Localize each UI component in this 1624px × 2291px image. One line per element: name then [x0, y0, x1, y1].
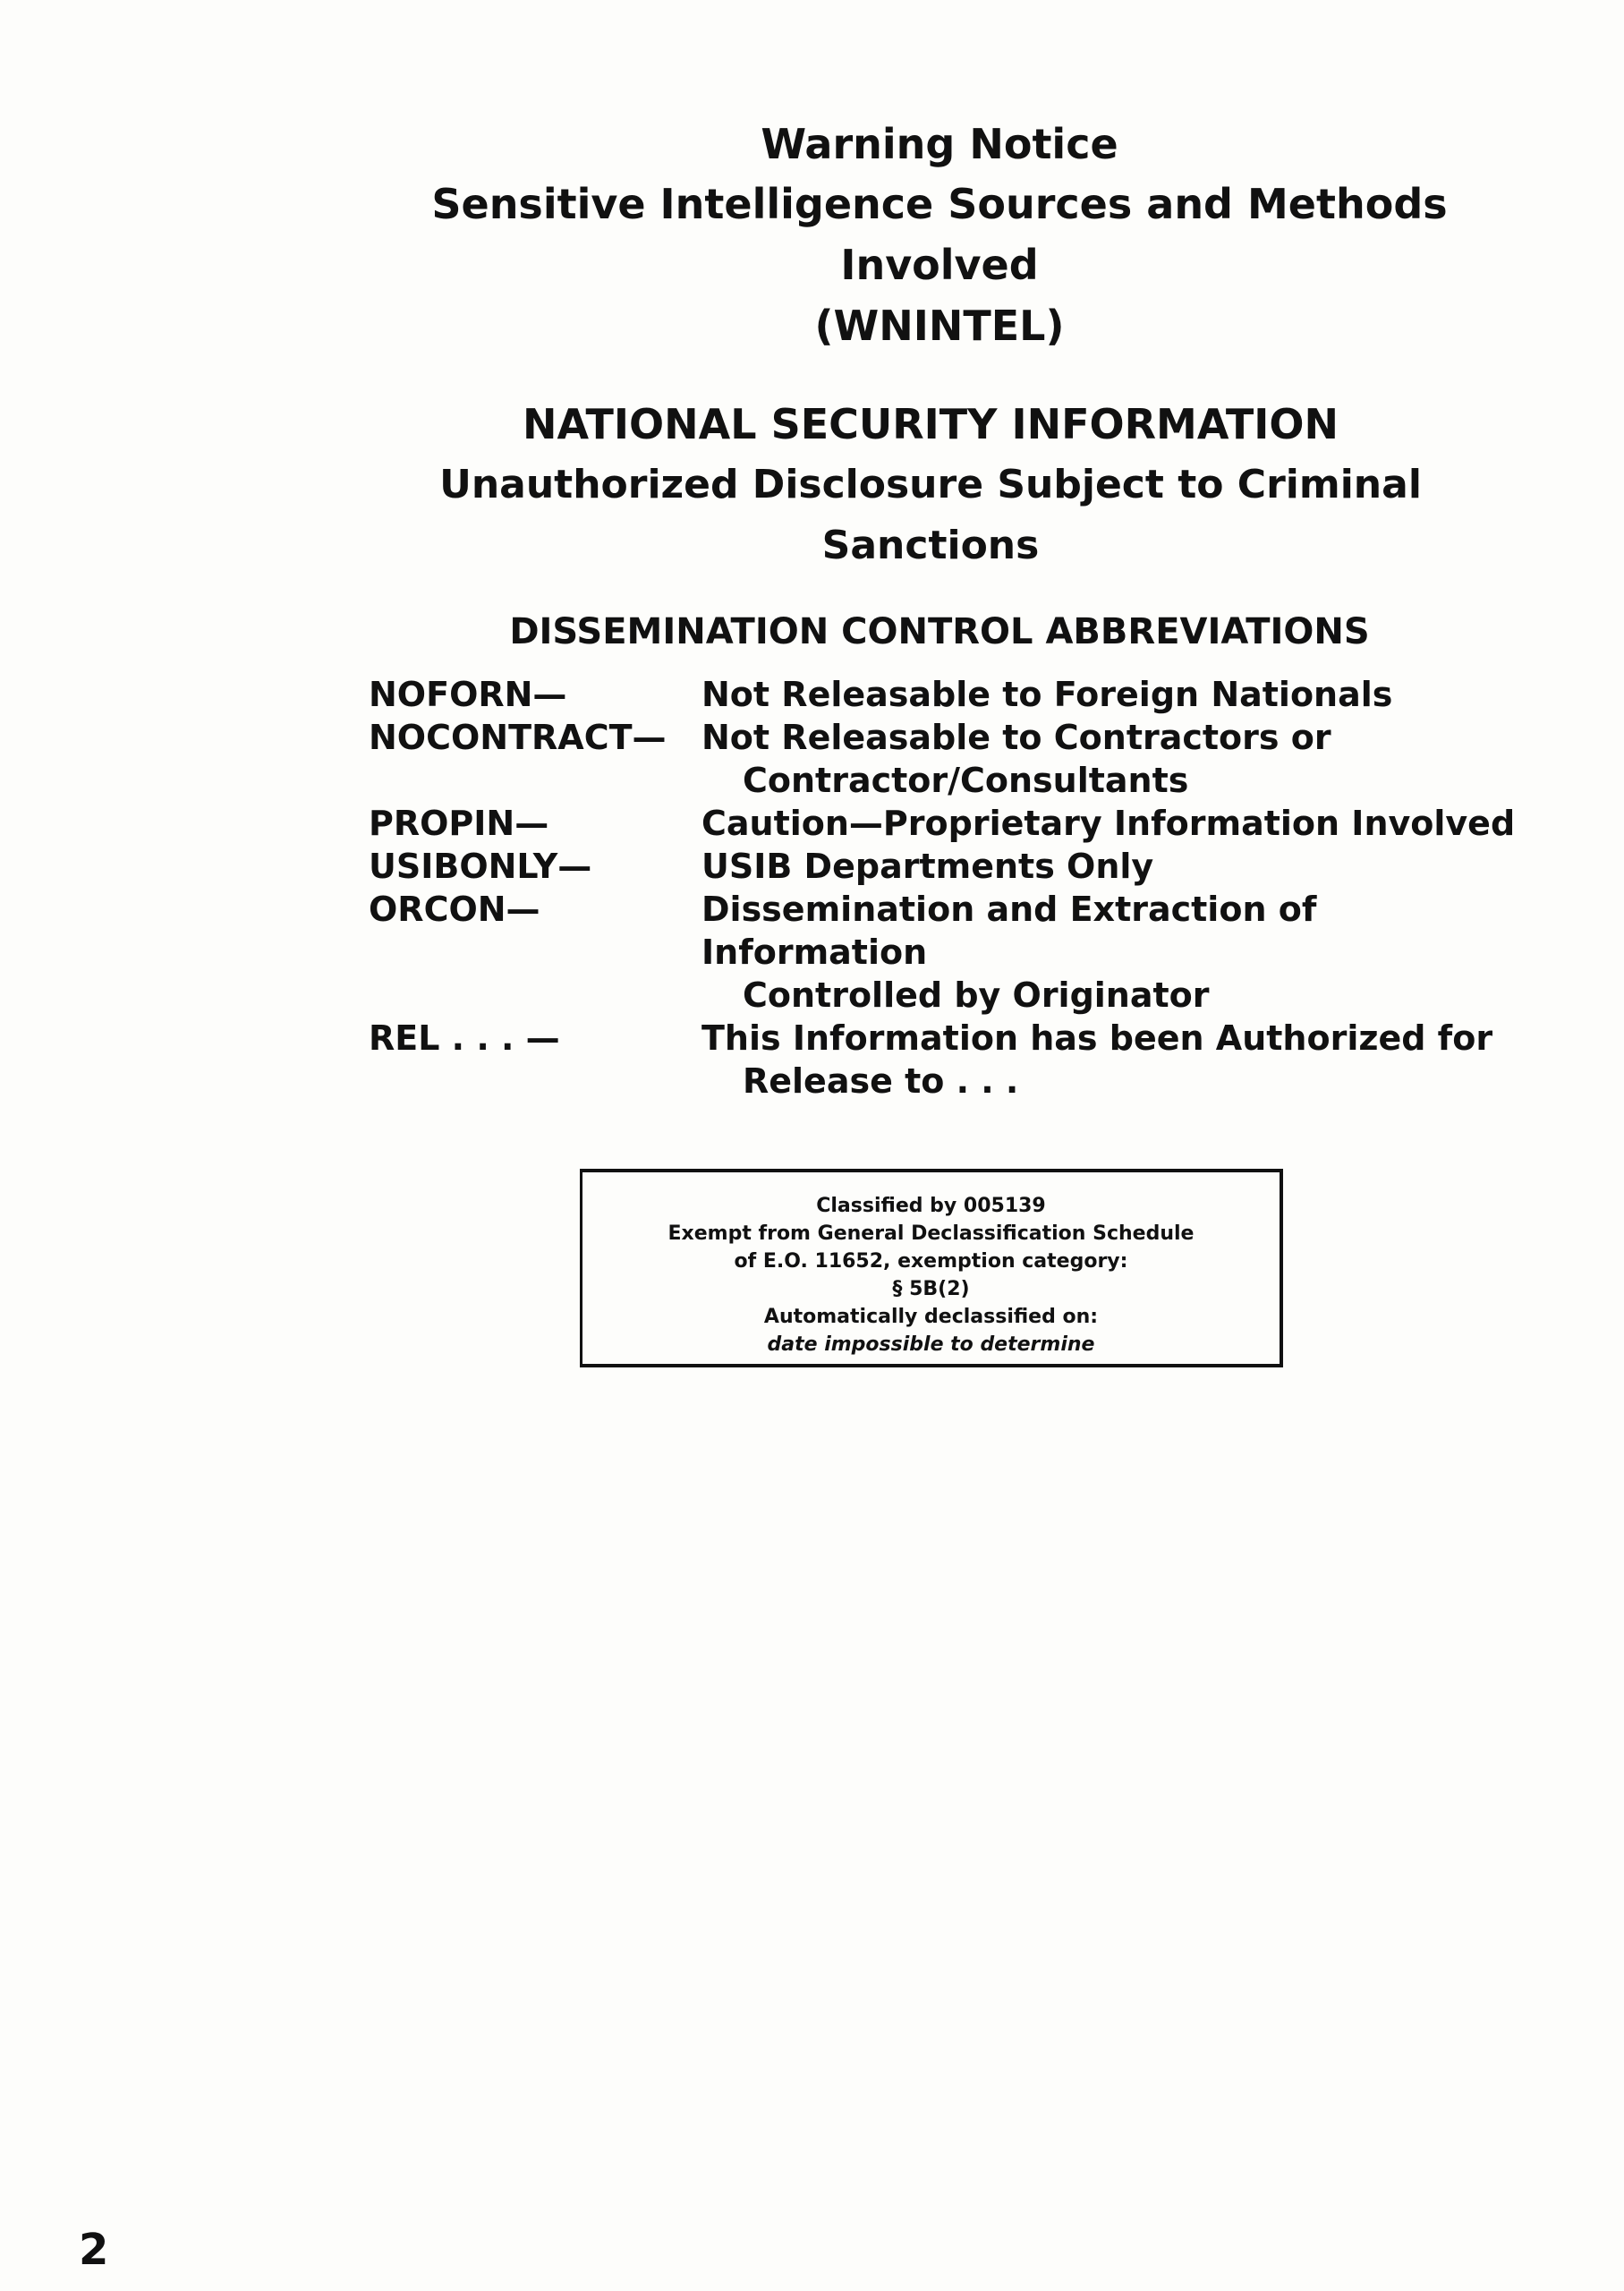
abbreviation-code: ORCON—	[369, 890, 540, 929]
abbreviation-row	[369, 888, 1532, 1017]
declassified-on-label: Automatically declassified on:	[763, 1306, 1099, 1328]
abbreviation-description-line: USIB Departments Only	[701, 847, 1154, 886]
classified-by: Classified by 005139	[816, 1195, 1046, 1217]
abbreviation-code: PROPIN—	[369, 804, 549, 843]
abbreviation-description	[701, 673, 1532, 716]
abbreviation-description-line: Dissemination and Extraction of Information	[701, 890, 1317, 972]
abbreviation-description-continuation: Controlled by Originator	[743, 975, 1210, 1015]
warning-line-wnintel: (WNINTEL)	[814, 302, 1065, 350]
abbreviation-row	[369, 716, 1532, 802]
abbreviation-description	[701, 888, 1532, 1017]
exemption-order: of E.O. 11652, exemption category:	[734, 1250, 1128, 1273]
abbreviation-row	[369, 845, 1532, 888]
classification-box	[580, 1169, 1283, 1367]
abbreviation-description-line: Caution—Proprietary Information Involved	[701, 804, 1516, 843]
abbreviation-code: NOCONTRACT—	[369, 718, 667, 757]
abbreviation-code: USIBONLY—	[369, 847, 592, 886]
abbreviation-row	[369, 1017, 1532, 1103]
page-number: 2	[79, 2225, 109, 2275]
warning-notice	[358, 115, 1521, 356]
abbreviation-description	[701, 802, 1532, 845]
abbreviation-row	[369, 673, 1532, 716]
abbreviation-description-continuation: Release to . . .	[743, 1061, 1019, 1101]
warning-title: Warning Notice	[761, 120, 1118, 168]
abbreviation-description-line: Not Releasable to Contractors or	[701, 718, 1331, 757]
abbreviation-row	[369, 802, 1532, 845]
dissemination-heading: DISSEMINATION CONTROL ABBREVIATIONS	[509, 611, 1370, 652]
national-security-information	[340, 394, 1521, 576]
abbreviation-description-continuation: Contractor/Consultants	[743, 761, 1189, 800]
declassification-date: date impossible to determine	[767, 1333, 1095, 1356]
nsi-subtitle: Unauthorized Disclosure Subject to Criminal Sanctions	[439, 462, 1422, 568]
abbreviation-description-line: This Information has been Authorized for	[701, 1018, 1493, 1058]
abbreviation-description	[701, 716, 1532, 802]
exempt-from-schedule: Exempt from General Declassification Schedule	[667, 1222, 1195, 1245]
nsi-title: NATIONAL SECURITY INFORMATION	[523, 400, 1339, 448]
abbreviation-code: NOFORN—	[369, 675, 567, 714]
abbreviation-description-line: Not Releasable to Foreign Nationals	[701, 675, 1393, 714]
abbreviation-code: REL . . . —	[369, 1018, 560, 1058]
abbreviation-list	[369, 673, 1532, 1103]
abbreviation-description	[701, 845, 1532, 888]
exemption-category: § 5B(2)	[892, 1278, 970, 1300]
warning-line-sources: Sensitive Intelligence Sources and Methods Involved	[431, 180, 1448, 289]
abbreviation-description	[701, 1017, 1532, 1103]
